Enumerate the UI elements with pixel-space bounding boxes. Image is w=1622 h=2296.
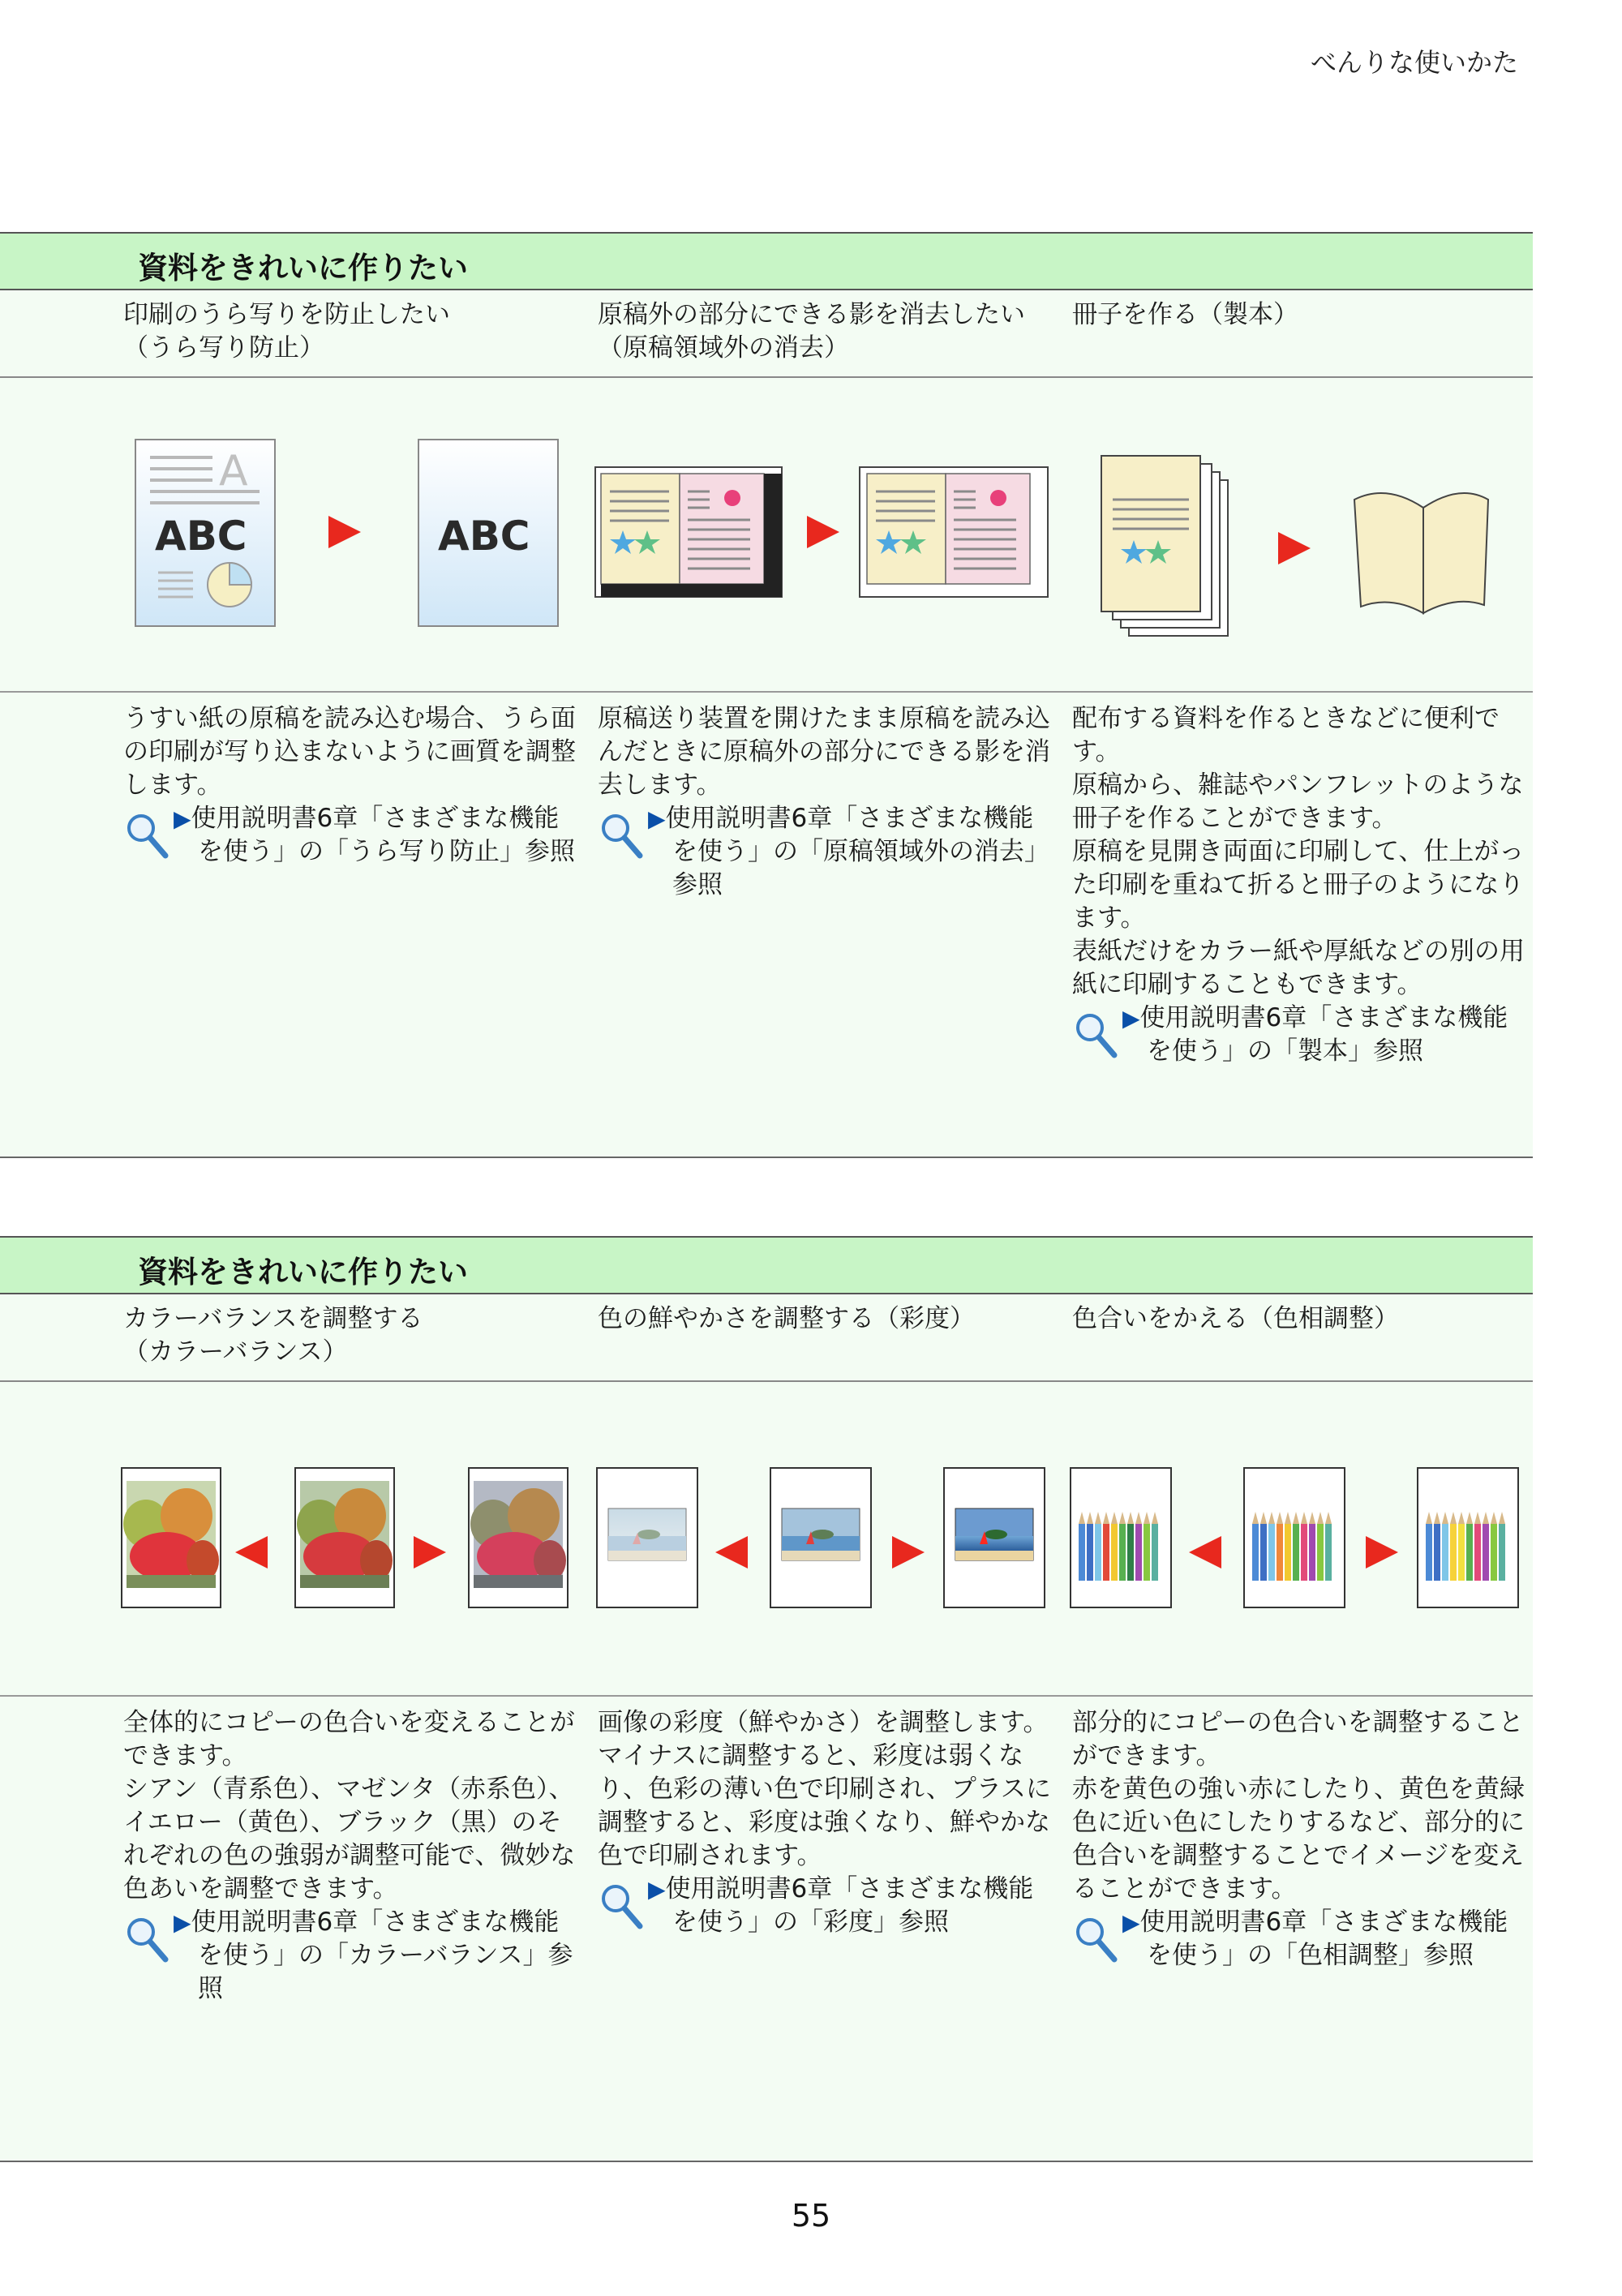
- section-title: 資料をきれいに作りたい: [138, 1255, 468, 1290]
- reference-text: 使用説明書6章「さまざまな機能を使う」の「原稿領域外の消去」参照: [665, 804, 1049, 899]
- illustrations-section-2: [0, 1382, 1533, 1695]
- abc-text-2: ABC: [438, 513, 530, 560]
- subheading-1: 印刷のうら写りを防止したい （うら写り防止）: [123, 300, 450, 363]
- magnifier-icon: [123, 810, 172, 862]
- right-arrow-icon: [1366, 1536, 1398, 1569]
- reference-text: 使用説明書6章「さまざまな機能を使う」の「製本」参照: [1139, 1003, 1508, 1066]
- subheading-row: [0, 290, 1533, 378]
- right-arrow-icon: [328, 516, 361, 548]
- saturation-photo-center: [770, 1468, 871, 1607]
- description-text: 原稿送り装置を開けたまま原稿を読み込んだときに原稿外の部分にできる影を消去します。: [598, 704, 1050, 800]
- reference-link[interactable]: [1072, 1906, 1530, 1972]
- show-through-result-illustration: [418, 440, 558, 626]
- left-arrow-icon: [715, 1536, 748, 1569]
- description-row: [0, 693, 1533, 1158]
- illustrations-section-1: [0, 378, 1533, 691]
- description-row: [0, 1697, 1533, 2162]
- ref-arrow-icon: ▶: [1122, 1005, 1140, 1032]
- subheading-3: 色合いをかえる（色相調整）: [1072, 1304, 1399, 1333]
- saturation-photo-right: [944, 1468, 1045, 1607]
- description-text: 部分的にコピーの色合いを調整することができます。 赤を黄色の強い赤にしたり、黄色を黄緑色に近い色にしたりするなど、部分的に色合いを調整することでイメージを変えることができます。: [1072, 1708, 1525, 1903]
- description-col-2: [598, 1706, 1056, 1939]
- description-text: 配布する資料を作るときなどに便利です。 原稿から、雑誌やパンフレットのような冊子を作ることができます。 原稿を見開き両面に印刷して、仕上がった印刷を重ねて折ると冊子のようになります。 表紙だけをカラー紙や厚紙などの別の用紙に印刷することもできます。: [1072, 704, 1525, 999]
- description-col-3: [1072, 702, 1530, 1068]
- ref-arrow-icon: ▶: [174, 1909, 191, 1936]
- reference-text: 使用説明書6章「さまざまな機能を使う」の「カラーバランス」参照: [191, 1908, 573, 2003]
- svg-text:A: A: [219, 447, 248, 496]
- left-arrow-icon: [235, 1536, 268, 1569]
- border-erase-original-illustration: [595, 467, 782, 597]
- abc-text-1: ABC: [155, 513, 247, 560]
- booklet-result-illustration: [1354, 493, 1488, 613]
- border-erase-result-illustration: [860, 467, 1048, 597]
- subheading-2: 原稿外の部分にできる影を消去したい（原稿領域外の消去）: [598, 300, 1025, 363]
- subheading-3: 冊子を作る（製本）: [1072, 300, 1298, 329]
- description-text: 全体的にコピーの色合いを変えることができます。 シアン（青系色）、マゼンタ（赤系色）、イエロー（黄色）、ブラック（黒）のそれぞれの色の強弱が調整可能で、微妙な色あいを調整できます。: [123, 1708, 576, 1903]
- reference-link[interactable]: [123, 1906, 581, 2006]
- reference-link[interactable]: [1072, 1002, 1530, 1068]
- right-arrow-icon: [892, 1536, 925, 1569]
- left-arrow-icon: [1189, 1536, 1221, 1569]
- subheading-row: [0, 1294, 1533, 1382]
- section-header: [0, 1236, 1533, 1294]
- right-arrow-icon: [807, 516, 839, 548]
- illustration-row: [0, 378, 1533, 693]
- description-text: 画像の彩度（鮮やかさ）を調整します。 マイナスに調整すると、彩度は弱くなり、色彩の薄い色で印刷され、プラスに調整すると、彩度は強くなり、鮮やかな色で印刷されます。: [598, 1708, 1051, 1870]
- reference-link[interactable]: [598, 802, 1056, 902]
- magnifier-icon: [598, 810, 646, 862]
- booklet-original-illustration: [1101, 456, 1228, 636]
- description-col-1: [123, 1706, 581, 2006]
- reference-link[interactable]: [598, 1873, 1056, 1939]
- running-head: べんりな使いかた: [1310, 47, 1518, 78]
- right-arrow-icon: [414, 1536, 446, 1569]
- reference-text: 使用説明書6章「さまざまな機能を使う」の「うら写り防止」参照: [191, 804, 575, 866]
- subheading-2: 色の鮮やかさを調整する（彩度）: [598, 1304, 975, 1333]
- reference-link[interactable]: [123, 802, 581, 869]
- hue-photo-right: [1418, 1468, 1518, 1607]
- reference-text: 使用説明書6章「さまざまな機能を使う」の「彩度」参照: [665, 1874, 1034, 1937]
- magnifier-icon: [123, 1914, 172, 1966]
- ref-arrow-icon: ▶: [174, 805, 191, 832]
- hue-photo-center: [1244, 1468, 1345, 1607]
- description-col-3: [1072, 1706, 1530, 1972]
- ref-arrow-icon: ▶: [648, 1876, 666, 1903]
- page-number: 55: [791, 2198, 831, 2234]
- description-text: うすい紙の原稿を読み込む場合、うら面の印刷が写り込まないように画質を調整します。: [123, 704, 576, 800]
- right-arrow-icon: [1278, 532, 1311, 564]
- ref-arrow-icon: ▶: [648, 805, 666, 832]
- description-col-2: [598, 702, 1056, 902]
- magnifier-icon: [1072, 1914, 1121, 1966]
- magnifier-icon: [1072, 1010, 1121, 1062]
- ref-arrow-icon: ▶: [1122, 1909, 1140, 1936]
- color-balance-photo-left: [122, 1468, 221, 1607]
- section-header: [0, 232, 1533, 290]
- illustration-row: [0, 1382, 1533, 1697]
- color-balance-photo-center: [295, 1468, 394, 1607]
- subheading-1: カラーバランスを調整する （カラーバランス）: [123, 1304, 423, 1367]
- show-through-original-illustration: [135, 440, 275, 626]
- color-balance-photo-right: [469, 1468, 568, 1607]
- section-title: 資料をきれいに作りたい: [138, 251, 468, 285]
- description-col-1: [123, 702, 581, 869]
- reference-text: 使用説明書6章「さまざまな機能を使う」の「色相調整」参照: [1139, 1908, 1508, 1970]
- saturation-photo-left: [597, 1468, 697, 1607]
- magnifier-icon: [598, 1881, 646, 1933]
- hue-photo-left: [1071, 1468, 1171, 1607]
